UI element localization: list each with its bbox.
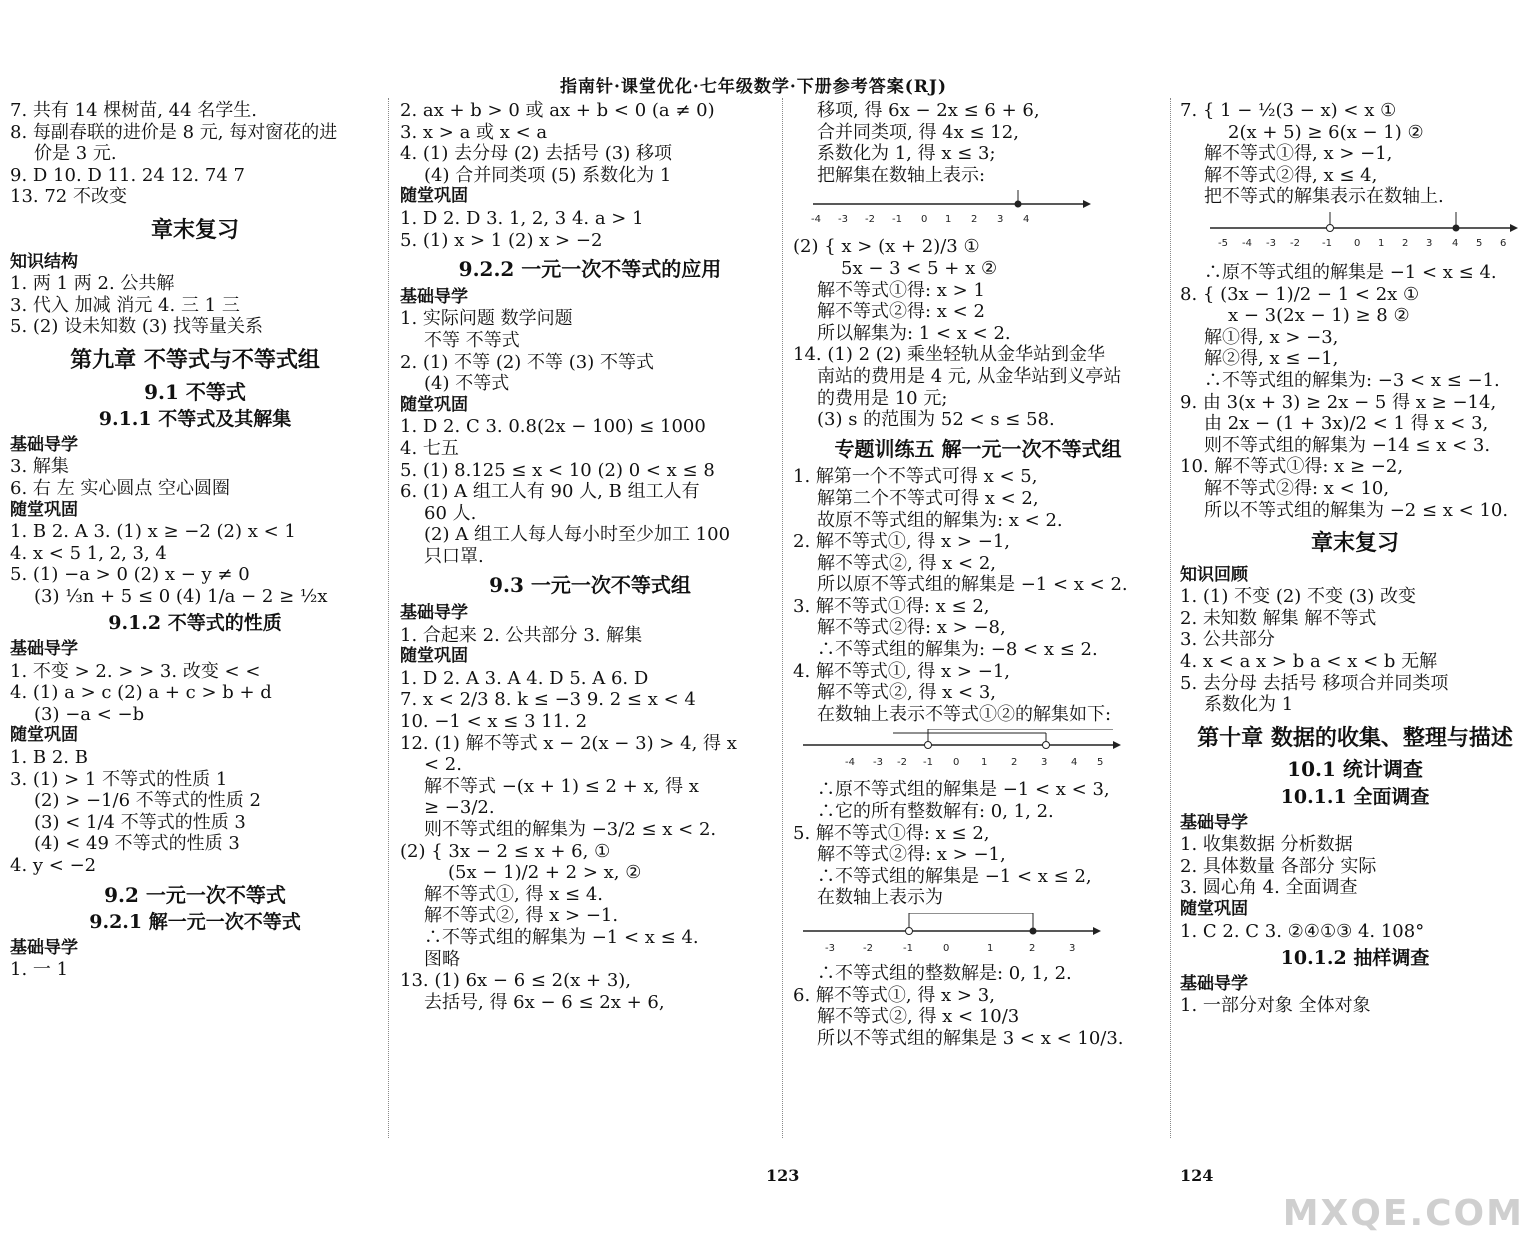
answer-line: (3) −a < −b — [34, 703, 145, 725]
svg-text:1: 1 — [981, 757, 988, 769]
answer-line: 解不等式②得, x ≤ 4, — [1204, 164, 1378, 186]
section-heading: 专题训练五 解一元一次不等式组 — [834, 436, 1122, 461]
answer-line: 5. (1) 8.125 ≤ x < 10 (2) 0 < x ≤ 8 — [400, 459, 715, 481]
answer-line: 3. 圆心角 4. 全面调查 — [1180, 877, 1358, 899]
svg-text:-1: -1 — [903, 943, 913, 954]
svg-text:4: 4 — [1071, 757, 1078, 769]
svg-text:2: 2 — [971, 214, 978, 226]
answer-line: 4. (1) 去分母 (2) 去括号 (3) 移项 — [400, 143, 672, 165]
answer-line: 3. 解不等式①得: x ≤ 2, — [793, 595, 990, 617]
answer-line: 南站的费用是 4 元, 从金华站到义亭站 — [817, 365, 1122, 387]
subsection-heading: 10.1.1 全面调查 — [1280, 786, 1430, 809]
answer-line: (5x − 1)/2 + 2 > x, ② — [448, 862, 642, 884]
section-label: 基础导学 — [400, 603, 468, 624]
answer-line: 解不等式②得: x > −8, — [817, 617, 1006, 639]
svg-text:4: 4 — [1452, 237, 1459, 249]
svg-text:-3: -3 — [838, 214, 848, 226]
answer-line: 7. x < 2/3 8. k ≤ −3 9. 2 ≤ x < 4 — [400, 689, 696, 711]
column-3 — [793, 100, 1163, 1049]
answer-line: 所以不等式组的解集是 3 < x < 10/3. — [817, 1027, 1124, 1049]
answer-line: 4. 解不等式①, 得 x > −1, — [793, 660, 1010, 682]
answer-line: 系数化为 1 — [1204, 694, 1294, 716]
section-heading: 9.3 一元一次不等式组 — [489, 573, 691, 598]
answer-line: 解不等式①得: x > 1 — [817, 279, 985, 301]
svg-text:0: 0 — [953, 757, 960, 769]
answer-line: 解不等式②, 得 x < 10/3 — [817, 1006, 1020, 1028]
svg-text:3: 3 — [1069, 943, 1076, 954]
answer-line: 1. B 2. A 3. (1) x ≥ −2 (2) x < 1 — [10, 521, 296, 543]
answer-line: 60 人. — [424, 502, 477, 524]
column-divider — [388, 98, 389, 1138]
answer-line: 2. ax + b > 0 或 ax + b < 0 (a ≠ 0) — [400, 100, 715, 121]
answer-line: 6. 右 左 实心圆点 空心圆圈 — [10, 477, 231, 499]
answer-line: 1. (1) 不变 (2) 不变 (3) 改变 — [1180, 586, 1416, 608]
answer-line: 4. (1) a > c (2) a + c > b + d — [10, 682, 272, 704]
answer-line: 所以解集为: 1 < x < 2. — [817, 322, 1011, 344]
chapter-heading: 第九章 不等式与不等式组 — [70, 346, 320, 373]
svg-text:-3: -3 — [825, 943, 835, 954]
answer-line: 7. { 1 − ½(3 − x) < x ① — [1180, 100, 1397, 121]
answer-line: 1. D 2. A 3. A 4. D 5. A 6. D — [400, 667, 649, 689]
answer-line: x − 3(2x − 1) ≥ 8 ② — [1228, 305, 1410, 327]
answer-line: 5. (1) −a > 0 (2) x − y ≠ 0 — [10, 564, 250, 586]
answer-line: 1. 一部分对象 全体对象 — [1180, 995, 1371, 1017]
svg-text:-1: -1 — [892, 214, 902, 226]
svg-text:5: 5 — [1097, 757, 1104, 769]
answer-line: (2) A 组工人每人每小时至少加工 100 — [424, 524, 731, 546]
answer-line: 解不等式②, 得 x < 3, — [817, 682, 997, 704]
section-label: 基础导学 — [1180, 812, 1248, 833]
answer-line: 1. 解第一个不等式可得 x < 5, — [793, 466, 1038, 488]
page-number-right: 124 — [1180, 1166, 1214, 1185]
answer-line: 3. (1) > 1 不等式的性质 1 — [10, 768, 228, 790]
answer-line: 1. B 2. B — [10, 747, 88, 769]
watermark: MXQE.COM — [1282, 1193, 1524, 1234]
svg-text:2: 2 — [1402, 237, 1409, 249]
answer-line: 2. (1) 不等 (2) 不等 (3) 不等式 — [400, 351, 654, 373]
answer-line: 把解集在数轴上表示: — [817, 164, 986, 186]
svg-text:-3: -3 — [1266, 237, 1276, 249]
answer-line: 2. 未知数 解集 解不等式 — [1180, 607, 1377, 629]
answer-line: 1. 一 1 — [10, 959, 69, 981]
svg-text:-3: -3 — [873, 757, 883, 769]
answer-line: 7. 共有 14 棵树苗, 44 名学生. — [10, 100, 258, 121]
answer-line: 4. x < a x > b a < x < b 无解 — [1180, 651, 1438, 673]
svg-text:1: 1 — [987, 943, 994, 954]
answer-line: 3. x > a 或 x < a — [400, 121, 548, 143]
section-label: 基础导学 — [10, 639, 78, 660]
svg-text:6: 6 — [1500, 237, 1507, 249]
answer-line: 去括号, 得 6x − 6 ≤ 2x + 6, — [424, 991, 665, 1013]
answer-line: 2(x + 5) ≥ 6(x − 1) ② — [1228, 121, 1424, 143]
answer-line: 的费用是 10 元; — [817, 387, 948, 409]
column-2 — [400, 100, 780, 1013]
chapter-heading: 第十章 数据的收集、整理与描述 — [1197, 724, 1513, 751]
section-label: 随堂巩固 — [10, 499, 78, 520]
answer-line: 移项, 得 6x − 2x ≤ 6 + 6, — [817, 100, 1040, 121]
answer-line: (4) < 49 不等式的性质 3 — [34, 833, 240, 855]
answer-line: 不等 不等式 — [424, 329, 520, 351]
answer-line: 8. 每副春联的进价是 8 元, 每对窗花的进 — [10, 121, 338, 143]
svg-text:-4: -4 — [845, 757, 855, 769]
answer-line: 6. (1) A 组工人有 90 人, B 组工人有 — [400, 481, 700, 503]
answer-line: 1. 合起来 2. 公共部分 3. 解集 — [400, 624, 643, 646]
answer-line: 只口罩. — [424, 545, 484, 567]
section-label: 知识回顾 — [1180, 564, 1248, 585]
answer-line: 解不等式 −(x + 1) ≤ 2 + x, 得 x — [424, 775, 699, 797]
answer-line: 9. D 10. D 11. 24 12. 74 7 — [10, 164, 245, 186]
answer-line: 1. C 2. C 3. ②④①③ 4. 108° — [1180, 920, 1425, 942]
answer-line: 在数轴上表示为 — [817, 887, 943, 909]
subsection-heading: 10.1.2 抽样调查 — [1280, 947, 1430, 970]
answer-line: 系数化为 1, 得 x ≤ 3; — [817, 143, 996, 165]
answer-line: 2. 解不等式①, 得 x > −1, — [793, 531, 1010, 553]
answer-line: 故原不等式组的解集为: x < 2. — [817, 509, 1063, 531]
svg-text:0: 0 — [921, 214, 928, 226]
answer-line: 价是 3 元. — [34, 143, 117, 165]
chapter-heading: 章末复习 — [1310, 530, 1399, 557]
answer-line: 1. D 2. D 3. 1, 2, 3 4. a > 1 — [400, 207, 644, 229]
answer-line: ∴不等式组的解集是 −1 < x ≤ 2, — [817, 865, 1092, 887]
answer-line: 5. 去分母 去括号 移项合并同类项 — [1180, 672, 1449, 694]
answer-line: 解不等式①, 得 x ≤ 4. — [424, 883, 604, 905]
answer-line: 解①得, x > −3, — [1204, 326, 1339, 348]
svg-text:5: 5 — [1476, 237, 1483, 249]
answer-line: < 2. — [424, 754, 462, 776]
answer-line: 5x − 3 < 5 + x ② — [841, 257, 998, 279]
answer-line: ∴不等式组的解集为 −1 < x ≤ 4. — [424, 926, 699, 948]
number-line — [793, 190, 1093, 230]
svg-text:3: 3 — [1041, 757, 1048, 769]
number-line — [793, 729, 1123, 773]
answer-line: 13. 72 不改变 — [10, 186, 127, 208]
svg-text:-1: -1 — [1322, 237, 1332, 249]
answer-line: 解不等式①得, x > −1, — [1204, 143, 1393, 165]
answer-line: 8. { (3x − 1)/2 − 1 < 2x ① — [1180, 283, 1420, 305]
answer-line: ∴它的所有整数解有: 0, 1, 2. — [817, 801, 1054, 823]
svg-text:-4: -4 — [811, 214, 821, 226]
answer-line: ∴原不等式组的解集是 −1 < x < 3, — [817, 779, 1110, 801]
section-heading: 9.2 一元一次不等式 — [104, 882, 286, 907]
section-label: 基础导学 — [10, 434, 78, 455]
answer-line: 所以不等式组的解集为 −2 ≤ x < 10. — [1204, 499, 1509, 521]
answer-line: 解不等式②得: x < 2 — [817, 301, 985, 323]
svg-text:-5: -5 — [1218, 237, 1228, 249]
svg-text:-4: -4 — [1242, 237, 1252, 249]
answer-line: 5. (2) 设未知数 (3) 找等量关系 — [10, 316, 264, 338]
svg-text:-1: -1 — [923, 757, 933, 769]
page-number-left: 123 — [766, 1166, 800, 1185]
svg-text:3: 3 — [997, 214, 1004, 226]
answer-line: ∴原不等式组的解集是 −1 < x ≤ 4. — [1204, 261, 1497, 283]
answer-line: 把不等式的解集表示在数轴上. — [1204, 186, 1444, 208]
subsection-heading: 9.1.2 不等式的性质 — [108, 612, 282, 635]
section-label: 基础导学 — [1180, 973, 1248, 994]
answer-line: 4. x < 5 1, 2, 3, 4 — [10, 542, 167, 564]
svg-text:-2: -2 — [863, 943, 873, 954]
answer-line: (2) { x > (x + 2)/3 ① — [793, 236, 980, 258]
number-line — [793, 913, 1103, 957]
svg-text:-2: -2 — [865, 214, 875, 226]
section-label: 随堂巩固 — [400, 394, 468, 415]
subsection-heading: 9.1.1 不等式及其解集 — [98, 408, 292, 431]
answer-line: 所以原不等式组的解集是 −1 < x < 2. — [817, 574, 1128, 596]
answer-line: (3) s 的范围为 52 < s ≤ 58. — [817, 409, 1055, 431]
svg-text:2: 2 — [1011, 757, 1018, 769]
answer-line: 3. 解集 — [10, 456, 69, 478]
answer-line: 解不等式②得: x < 10, — [1204, 477, 1390, 499]
svg-text:2: 2 — [1029, 943, 1036, 954]
answer-line: 6. 解不等式①, 得 x > 3, — [793, 984, 995, 1006]
answer-line: 3. 代入 加减 消元 4. 三 1 三 — [10, 294, 240, 316]
column-1 — [10, 100, 380, 981]
chapter-heading: 章末复习 — [150, 216, 239, 243]
svg-text:1: 1 — [945, 214, 952, 226]
answer-line: 9. 由 3(x + 3) ≥ 2x − 5 得 x ≥ −14, — [1180, 391, 1497, 413]
section-label: 随堂巩固 — [1180, 899, 1248, 919]
svg-text:0: 0 — [943, 943, 950, 954]
section-heading: 10.1 统计调查 — [1287, 757, 1423, 782]
column-divider — [1170, 98, 1171, 1138]
answer-line: 解②得, x ≤ −1, — [1204, 348, 1339, 370]
answer-line: (2) > −1/6 不等式的性质 2 — [34, 790, 261, 812]
section-label: 随堂巩固 — [400, 646, 468, 667]
answer-line: 1. 收集数据 分析数据 — [1180, 834, 1353, 856]
answer-line: 则不等式组的解集为 −14 ≤ x < 3. — [1204, 434, 1491, 456]
answer-line: 1. 两 1 两 2. 公共解 — [10, 273, 175, 295]
answer-line: 1. D 2. C 3. 0.8(2x − 100) ≤ 1000 — [400, 416, 706, 438]
column-4 — [1180, 100, 1530, 1017]
answer-line: 解不等式②得: x > −1, — [817, 844, 1006, 866]
section-label: 知识结构 — [10, 251, 78, 272]
answer-line: 则不等式组的解集为 −3/2 ≤ x < 2. — [424, 819, 717, 840]
answer-line: 5. 解不等式①得: x ≤ 2, — [793, 822, 990, 844]
answer-line: ≥ −3/2. — [424, 797, 495, 819]
answer-line: 4. 七五 — [400, 437, 459, 459]
answer-line: 4. y < −2 — [10, 855, 97, 876]
subsection-heading: 9.2.1 解一元一次不等式 — [89, 911, 301, 934]
answer-line: 1. 实际问题 数学问题 — [400, 308, 573, 330]
answer-line: 10. 解不等式①得: x ≥ −2, — [1180, 456, 1404, 478]
answer-line: 由 2x − (1 + 3x)/2 < 1 得 x < 3, — [1204, 413, 1489, 435]
answer-line: (3) < 1/4 不等式的性质 3 — [34, 811, 246, 833]
answer-line: 10. −1 < x ≤ 3 11. 2 — [400, 711, 588, 733]
answer-line: ∴不等式组的解集为: −8 < x ≤ 2. — [817, 639, 1098, 661]
answer-line: (2) { 3x − 2 ≤ x + 6, ① — [400, 840, 611, 862]
answer-line: (4) 不等式 — [424, 373, 510, 395]
answer-line: ∴不等式组的整数解是: 0, 1, 2. — [817, 963, 1072, 984]
answer-line: 2. 具体数量 各部分 实际 — [1180, 855, 1377, 877]
section-heading: 9.2.2 一元一次不等式的应用 — [458, 257, 722, 282]
svg-text:-2: -2 — [897, 757, 907, 769]
answer-line: 图略 — [424, 948, 460, 970]
section-heading: 9.1 不等式 — [144, 379, 246, 404]
answer-line: (4) 合并同类项 (5) 系数化为 1 — [424, 164, 672, 186]
answer-line: (3) ⅓n + 5 ≤ 0 (4) 1/a − 2 ≥ ½x — [34, 585, 328, 607]
answer-line: 合并同类项, 得 4x ≤ 12, — [817, 121, 1019, 143]
answer-line: 解不等式②, 得 x > −1. — [424, 905, 619, 927]
page-header: 指南针·课堂优化·七年级数学·下册参考答案(RJ) — [560, 77, 948, 97]
answer-line: ∴不等式组的解集为: −3 < x ≤ −1. — [1204, 369, 1500, 391]
svg-text:3: 3 — [1426, 237, 1433, 249]
answer-line: 12. (1) 解不等式 x − 2(x − 3) > 4, 得 x — [400, 732, 737, 754]
number-line — [1180, 212, 1520, 256]
section-label: 基础导学 — [400, 286, 468, 307]
section-label: 基础导学 — [10, 937, 78, 958]
answer-line: 5. (1) x > 1 (2) x > −2 — [400, 229, 603, 251]
answer-line: 解不等式②, 得 x < 2, — [817, 552, 997, 574]
answer-line: 1. 不变 > 2. > > 3. 改变 < < — [10, 660, 261, 682]
section-label: 随堂巩固 — [400, 186, 468, 207]
answer-line: 3. 公共部分 — [1180, 629, 1275, 651]
answer-line: 解第二个不等式可得 x < 2, — [817, 487, 1039, 509]
answer-line: 14. (1) 2 (2) 乘坐轻轨从金华站到金华 — [793, 344, 1105, 366]
answer-line: 13. (1) 6x − 6 ≤ 2(x + 3), — [400, 970, 632, 992]
svg-text:-2: -2 — [1290, 237, 1300, 249]
svg-text:0: 0 — [1354, 237, 1361, 249]
answer-line: 在数轴上表示不等式①②的解集如下: — [817, 703, 1112, 725]
svg-text:4: 4 — [1023, 214, 1030, 226]
section-label: 随堂巩固 — [10, 725, 78, 746]
column-divider — [782, 98, 783, 1138]
svg-text:1: 1 — [1378, 237, 1385, 249]
